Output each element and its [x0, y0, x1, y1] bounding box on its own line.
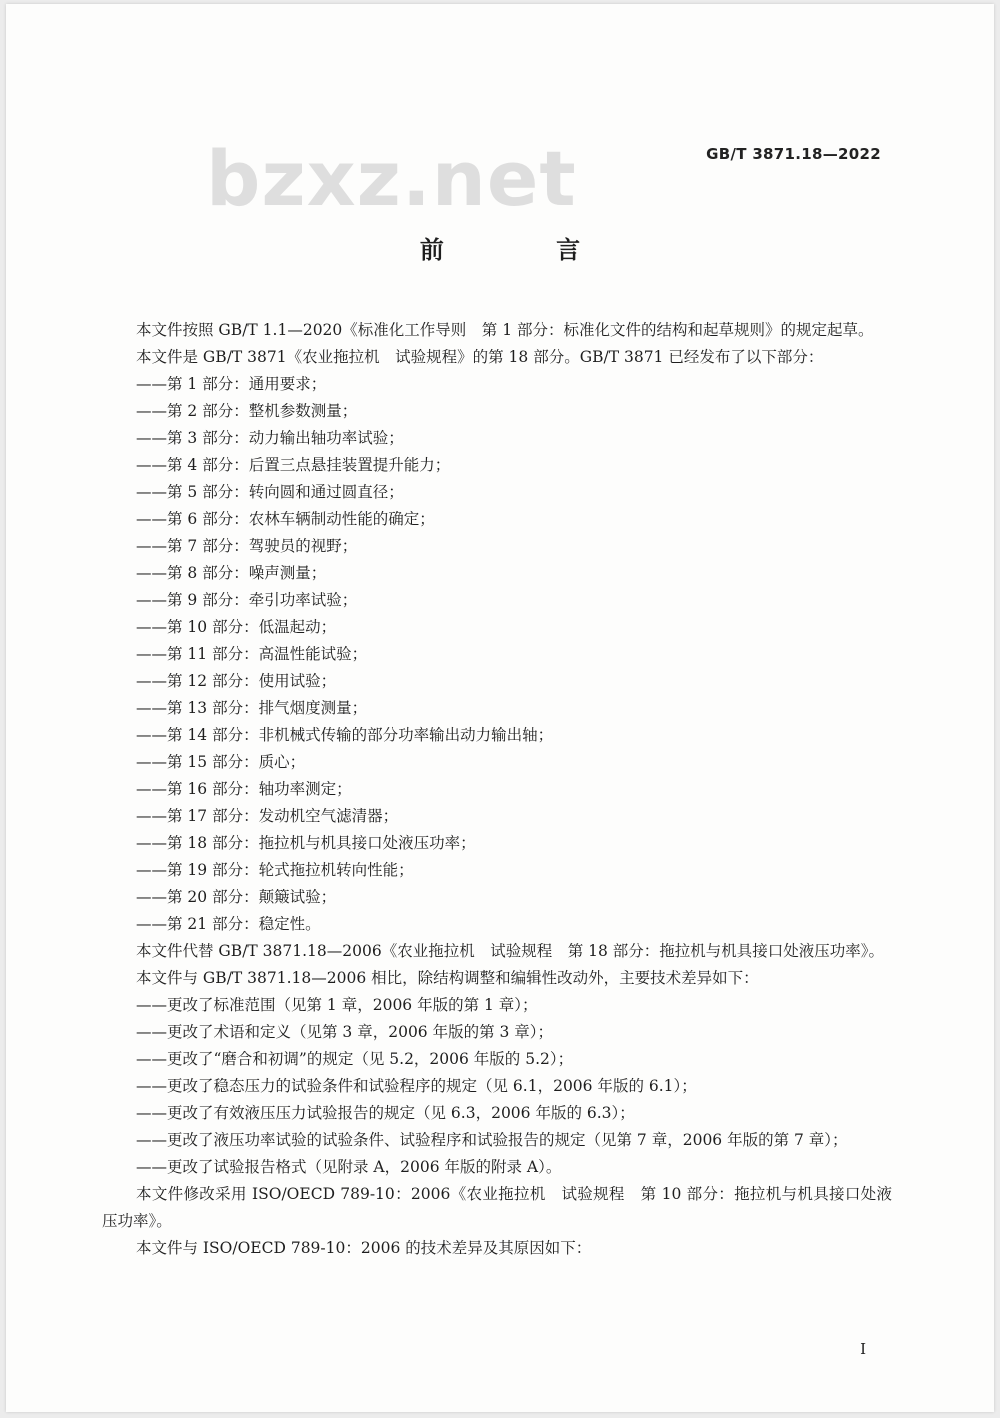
standard-code: GB/T 3871.18—2022: [706, 145, 881, 163]
list-item: ——第 8 部分：噪声测量；: [136, 564, 327, 582]
list-item: ——第 17 部分：发动机空气滤清器；: [136, 807, 399, 825]
list-item: ——第 15 部分：质心；: [136, 753, 306, 771]
list-item: ——第 12 部分：使用试验；: [136, 672, 337, 690]
list-item: ——更改了稳态压力的试验条件和试验程序的规定（见 6.1，2006 年版的 6.1）；: [136, 1077, 697, 1095]
list-item: ——第 7 部分：驾驶员的视野；: [136, 537, 358, 555]
document-body: [102, 317, 892, 1262]
list-item: ——第 11 部分：高温性能试验；: [136, 645, 368, 663]
list-item: ——第 6 部分：农林车辆制动性能的确定；: [136, 510, 435, 528]
page-title: 前 言: [419, 236, 633, 264]
list-item: ——更改了术语和定义（见第 3 章，2006 年版的第 3 章）；: [136, 1023, 554, 1041]
list-item: ——第 14 部分：非机械式传输的部分功率输出动力输出轴；: [136, 726, 554, 744]
paragraph-replaces: 本文件代替 GB/T 3871.18—2006《农业拖拉机 试验规程 第 18 部分：拖拉机与机具接口处液压功率》。: [136, 942, 885, 960]
page-number: I: [860, 1340, 866, 1358]
list-item: ——更改了“磨合和初调”的规定（见 5.2，2006 年版的 5.2）；: [136, 1050, 574, 1068]
list-item: ——更改了有效液压压力试验报告的规定（见 6.3，2006 年版的 6.3）；: [136, 1104, 635, 1122]
list-item: ——第 16 部分：轴功率测定；: [136, 780, 352, 798]
list-item: ——第 5 部分：转向圆和通过圆直径；: [136, 483, 404, 501]
list-item: ——第 13 部分：排气烟度测量；: [136, 699, 368, 717]
list-item: ——更改了试验报告格式（见附录 A，2006 年版的附录 A）。: [136, 1158, 562, 1176]
parts-list: [102, 371, 892, 938]
watermark: bzxz.net: [206, 134, 577, 223]
changes-list: [102, 992, 892, 1181]
paragraph-differences-intro: 本文件与 GB/T 3871.18—2006 相比，除结构调整和编辑性改动外，主要技术差异如下：: [136, 969, 759, 987]
list-item: ——第 3 部分：动力输出轴功率试验；: [136, 429, 404, 447]
list-item: ——第 4 部分：后置三点悬挂装置提升能力；: [136, 456, 451, 474]
paragraph-drafting-rules: 本文件按照 GB/T 1.1—2020《标准化工作导则 第 1 部分：标准化文件的结构和起草规则》的规定起草。: [136, 321, 874, 339]
list-item: ——更改了标准范围（见第 1 章，2006 年版的第 1 章）；: [136, 996, 538, 1014]
list-item: ——第 18 部分：拖拉机与机具接口处液压功率；: [136, 834, 476, 852]
list-item: ——第 10 部分：低温起动；: [136, 618, 337, 636]
list-item: ——第 21 部分：稳定性。: [136, 915, 321, 933]
paragraph-series-intro: 本文件是 GB/T 3871《农业拖拉机 试验规程》的第 18 部分。GB/T 3871 已经发布了以下部分：: [136, 348, 824, 366]
paragraph-iso-differences: 本文件与 ISO/OECD 789-10：2006 的技术差异及其原因如下：: [136, 1239, 592, 1257]
paragraph-adoption: 本文件修改采用 ISO/OECD 789-10：2006《农业拖拉机 试验规程 第 10 部分：拖拉机与机具接口处液压功率》。: [102, 1185, 892, 1230]
list-item: ——第 20 部分：颠簸试验；: [136, 888, 337, 906]
list-item: ——第 2 部分：整机参数测量；: [136, 402, 358, 420]
list-item: ——第 1 部分：通用要求；: [136, 375, 327, 393]
list-item: ——第 9 部分：牵引功率试验；: [136, 591, 358, 609]
document-page: [6, 4, 994, 1412]
list-item: ——更改了液压功率试验的试验条件、试验程序和试验报告的规定（见第 7 章，2006 年版的第 7 章）；: [136, 1131, 848, 1149]
list-item: ——第 19 部分：轮式拖拉机转向性能；: [136, 861, 414, 879]
